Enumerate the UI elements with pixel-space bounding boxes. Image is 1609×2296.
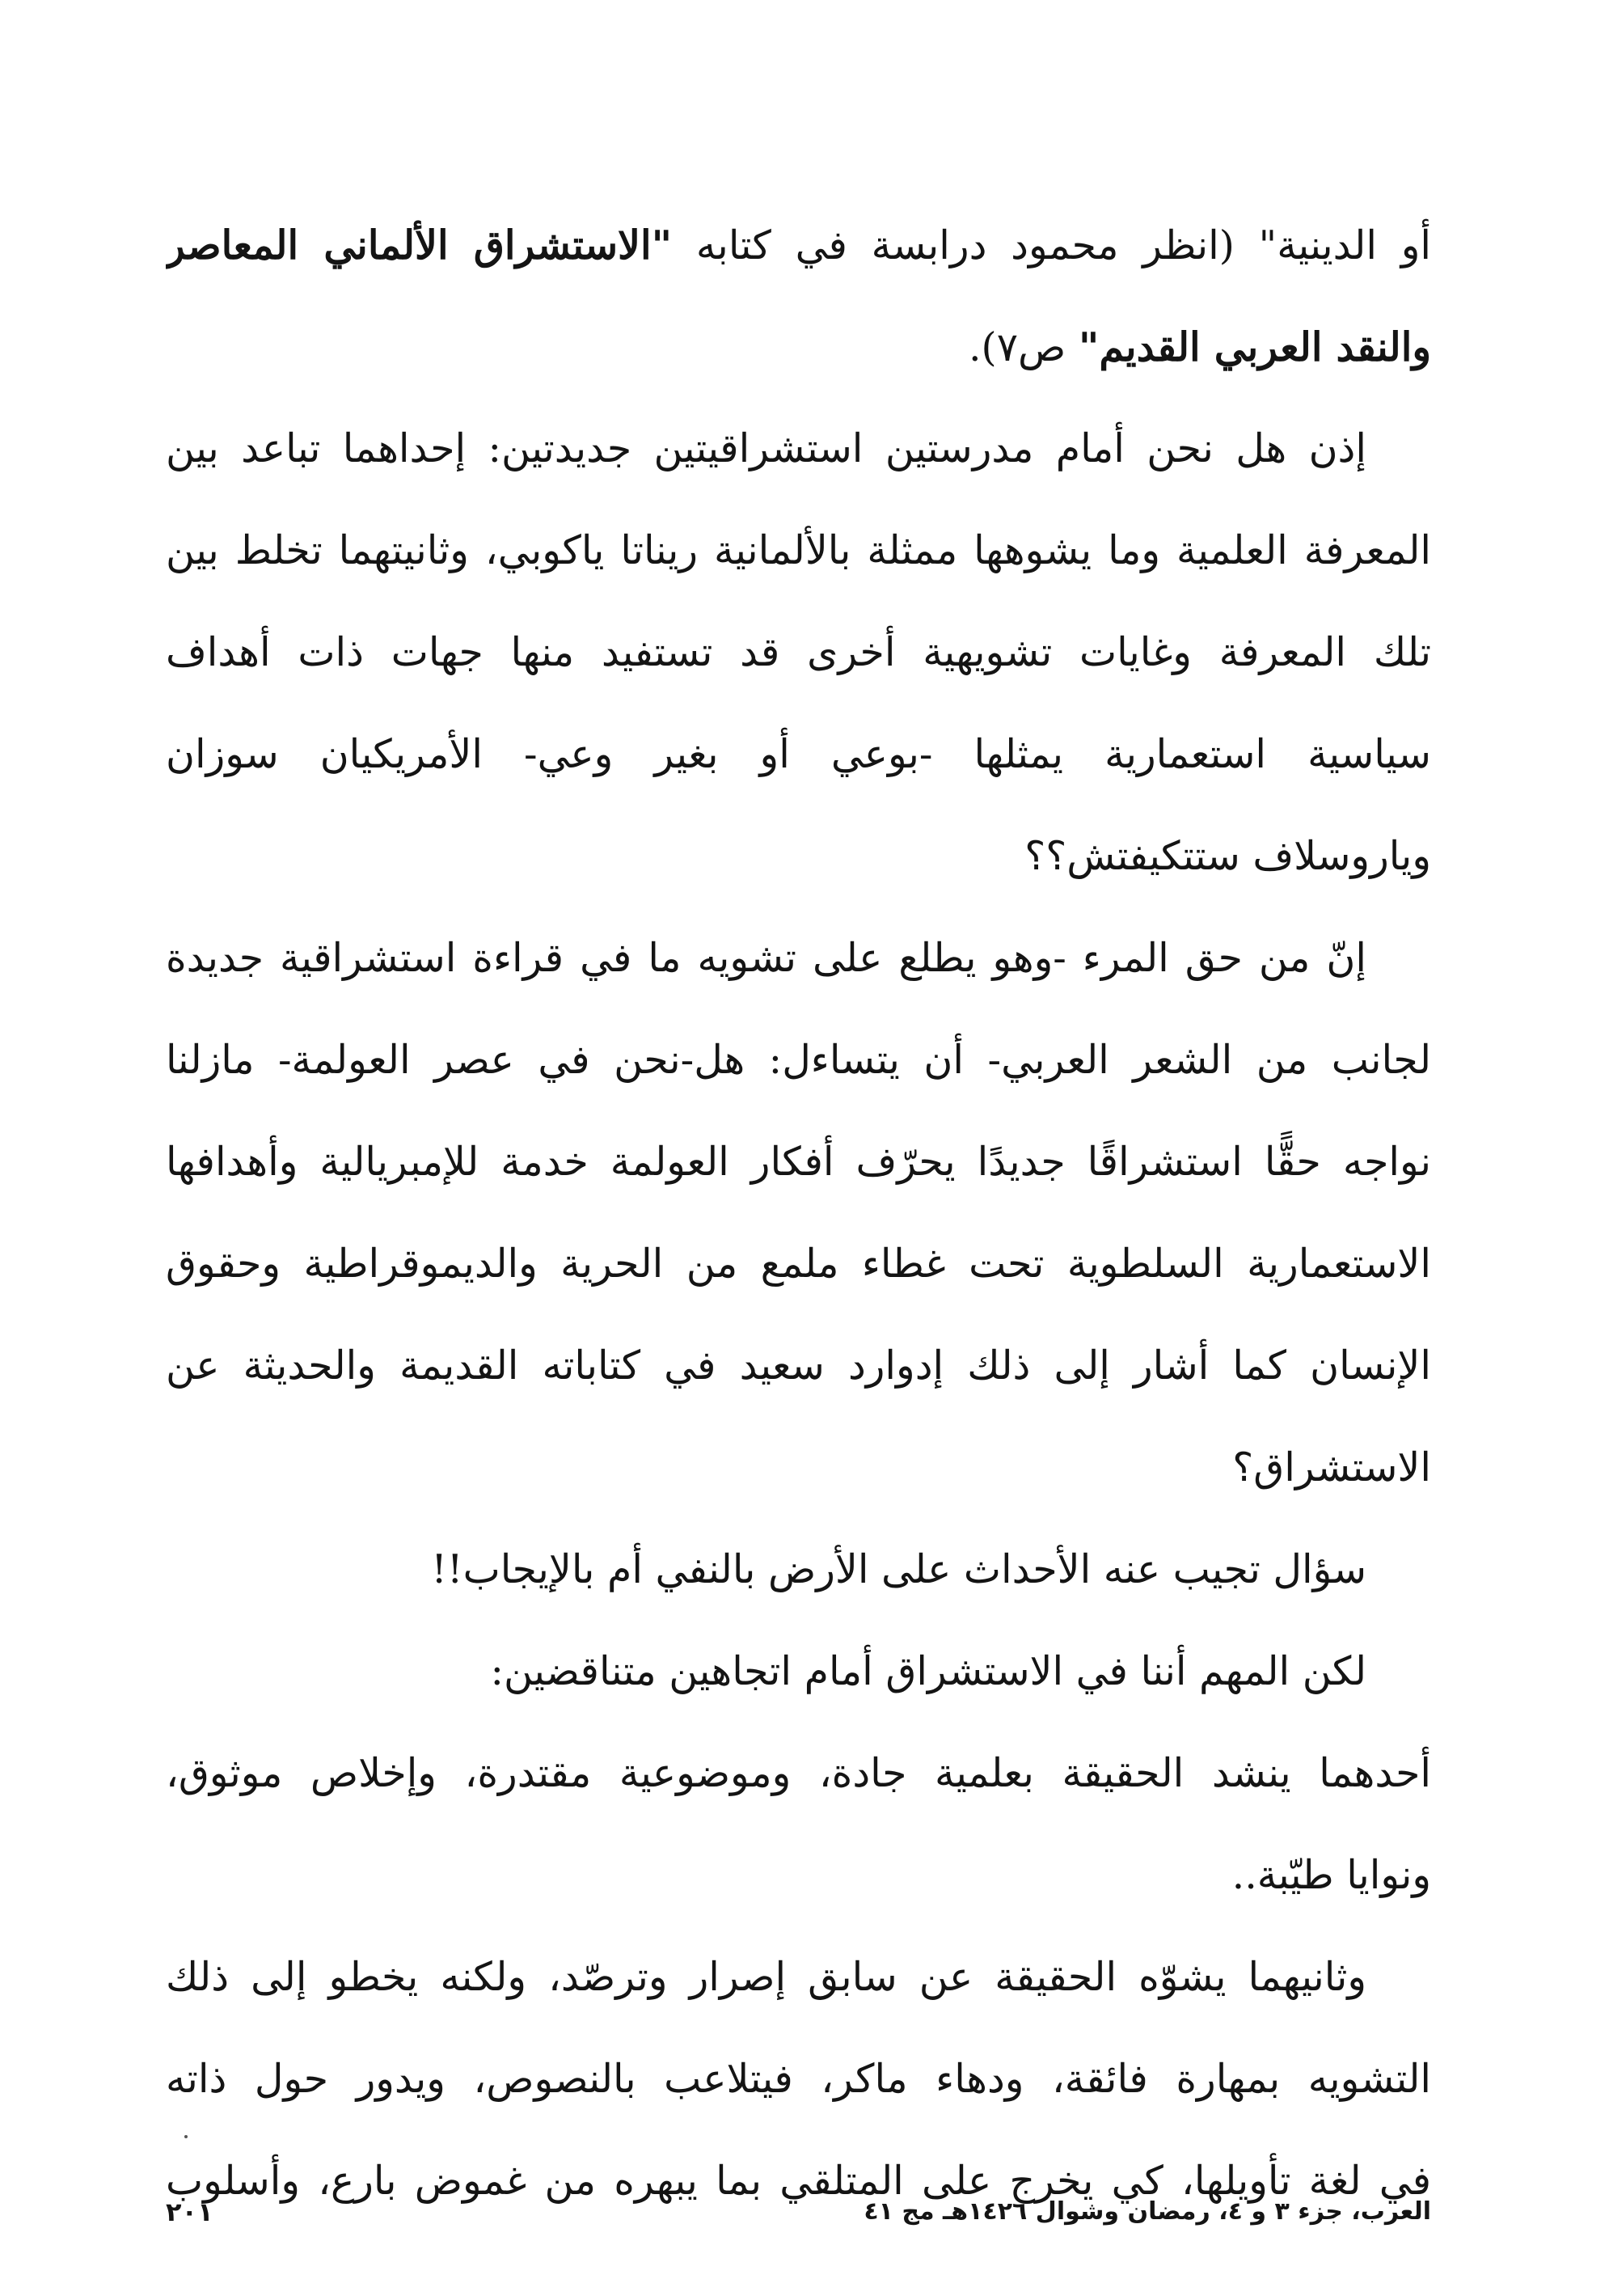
text-line-1 (166, 194, 1431, 296)
text-line-17: ونوايا طيّبة.. (1231, 1852, 1431, 1898)
book-title-part-2: والنقد العربي القديم" (1078, 323, 1431, 370)
text-line-5: تلك المعرفة وغايات تشويهية أخرى قد تستفيد منها جهات ذات أهداف (166, 629, 1431, 675)
text-line-18: وثانيهما يشوّه الحقيقة عن سابق إصرار وترصّد، ولكنه يخطو إلى ذلك (166, 1954, 1366, 2000)
text-line-1-plain: أو الدينية" (انظر محمود درابسة في كتابه (672, 222, 1431, 269)
page-footer (166, 2188, 1431, 2236)
text-line-2-plain: ص٧). (968, 324, 1079, 370)
page-number: ٢٠١ (166, 2197, 213, 2227)
text-line-11: الاستعمارية السلطوية تحت غطاء ملمع من الحرية والديموقراطية وحقوق (166, 1241, 1431, 1287)
text-line-15: لكن المهم أننا في الاستشراق أمام اتجاهين متناقضين: (490, 1648, 1366, 1694)
text-line-4: المعرفة العلمية وما يشوهها ممثلة بالألمانية ريناتا ياكوبي، وثانيتهما تخلط بين (166, 527, 1431, 573)
text-line-8: إنّ من حق المرء -وهو يطلع على تشويه ما في قراءة استشراقية جديدة (166, 935, 1366, 981)
text-line-13: الاستشراق؟ (1232, 1444, 1431, 1490)
body-text (166, 194, 1431, 2232)
text-line-20: في لغة تأويلها، كي يخرج على المتلقي بما يبهره من غموض بارع، وأسلوب (166, 2158, 1431, 2204)
text-line-7: وياروسلاف ستتكيفتش؟؟ (1024, 833, 1431, 879)
text-line-2 (166, 296, 1431, 398)
text-line-19: التشويه بمهارة فائقة، ودهاء ماكر، فيتلاعب بالنصوص، ويدور حول ذاته (166, 2056, 1431, 2102)
text-line-6: سياسية استعمارية يمثلها -بوعي أو بغير وعي- الأمريكيان سوزان (166, 731, 1431, 777)
text-line-14: سؤال تجيب عنه الأحداث على الأرض بالنفي أم بالإيجاب!! (431, 1546, 1366, 1592)
text-line-10: نواجه حقًّا استشراقًا جديدًا يحرّف أفكار العولمة خدمة للإمبريالية وأهدافها (166, 1139, 1431, 1185)
scan-speck (184, 2135, 188, 2138)
text-line-3: إذن هل نحن أمام مدرستين استشراقيتين جديدتين: إحداهما تباعد بين (166, 425, 1366, 471)
text-line-12: الإنسان كما أشار إلى ذلك إدوارد سعيد في كتاباته القديمة والحديثة عن (166, 1343, 1431, 1389)
journal-citation: العرب، جزء ٣ و ٤، رمضان وشوال ١٤٢٦هـ مج ٤١ (864, 2197, 1431, 2226)
text-line-16: أحدهما ينشد الحقيقة بعلمية جادة، وموضوعية مقتدرة، وإخلاص موثوق، (166, 1750, 1431, 1796)
book-title-part-1: "الاستشراق الألماني المعاصر (166, 222, 673, 269)
text-line-9: لجانب من الشعر العربي- أن يتساءل: هل-نحن في عصر العولمة- مازلنا (166, 1037, 1431, 1083)
